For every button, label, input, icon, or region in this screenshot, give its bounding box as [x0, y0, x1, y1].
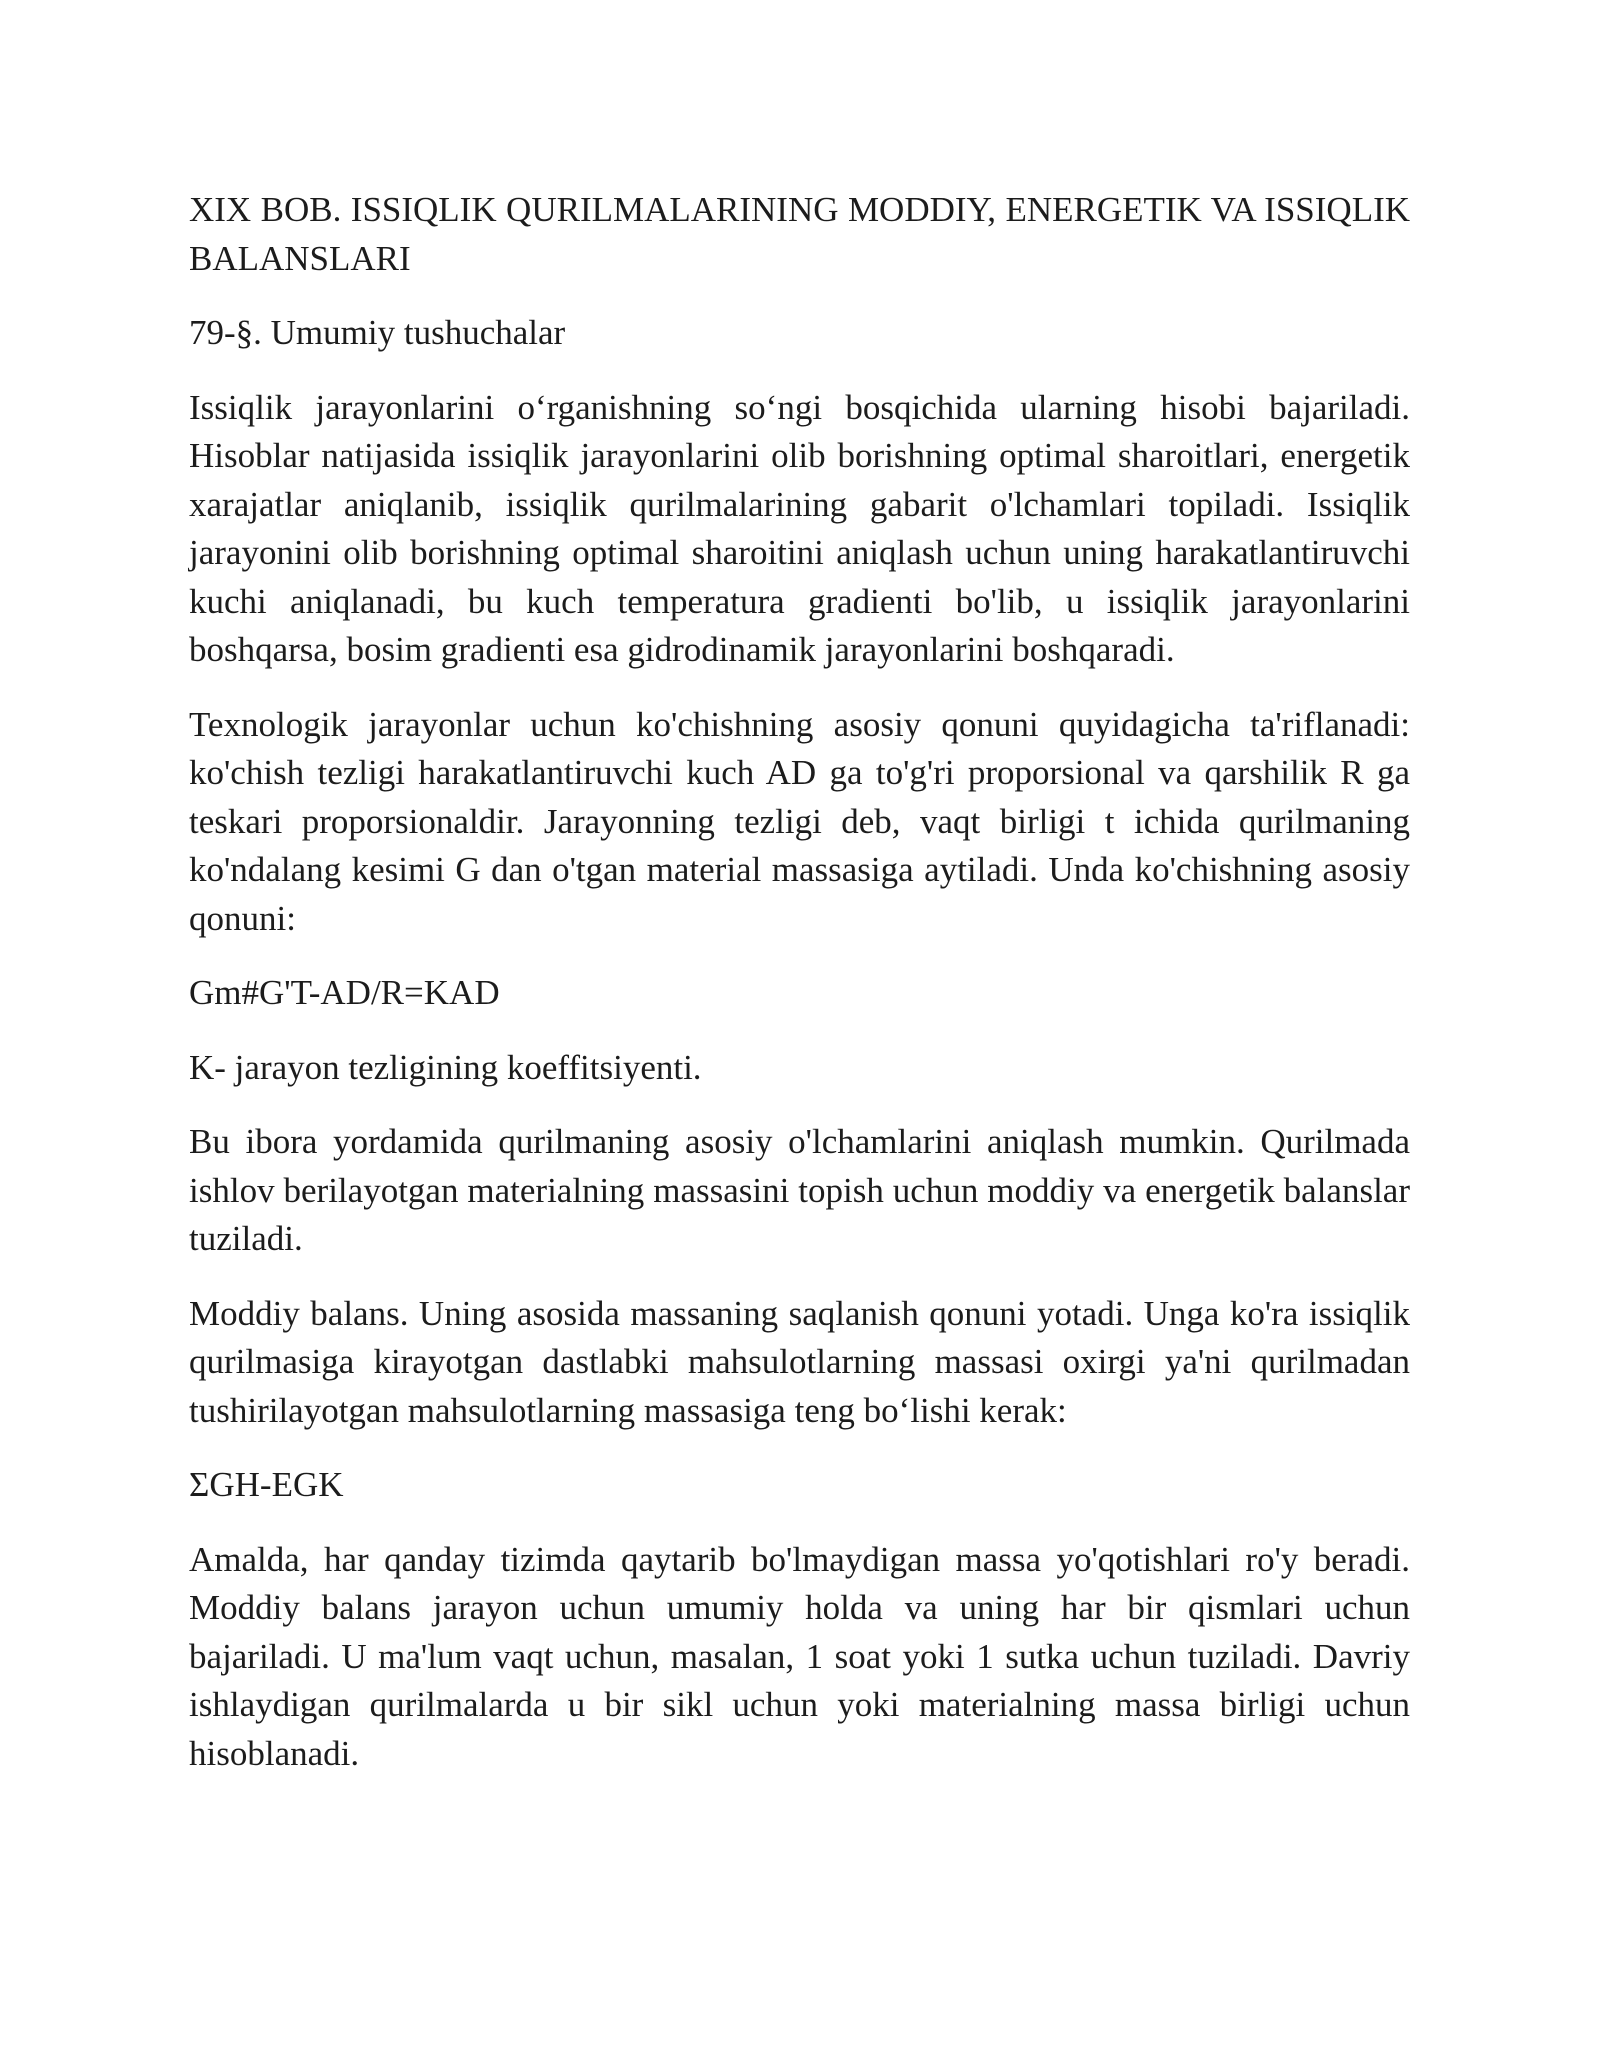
- section-title: 79-§. Umumiy tushuchalar: [189, 313, 566, 352]
- paragraph: Texnologik jarayonlar uchun ko'chishning asosiy qonuni quyidagicha ta'riflanadi: ko'chish tezligi harakatlantiruvchi kuch AD ga to'g'ri proporsional va qarshilik R ga teskari proporsionaldir. Jarayonning tezligi deb, vaqt birligi t ichida qurilmaning ko'ndalang kesimi G dan o'tgan material massasiga aytiladi. Unda ko'chishning asosiy qonuni:: [189, 704, 1410, 938]
- formula: ΣGH-EGK: [189, 1465, 344, 1504]
- formula: Gm#G'T-AD/R=KAD: [189, 973, 500, 1012]
- chapter-title: XIX BOB. ISSIQLIK QURILMALARINING MODDIY, ENERGETIK VA ISSIQLIK BALANSLARI: [189, 190, 1410, 278]
- paragraph: Issiqlik jarayonlarini o‘rganishning so‘ngi bosqichida ularning hisobi bajariladi. Hisoblar natijasida issiqlik jarayonlarini olib borishning optimal sharoitlari, energetik xarajatlar aniqlanib, issiqlik qurilmalarining gabarit o'lchamlari topiladi. Issiqlik jarayonini olib borishning optimal sharoitini aniqlash uchun uning harakatlantiruvchi kuchi aniqlanadi, bu kuch temperatura gradienti bo'lib, u issiqlik jarayonlarini boshqarsa, bosim gradienti esa gidrodinamik jarayonlarini boshqaradi.: [189, 387, 1410, 669]
- paragraph: Bu ibora yordamida qurilmaning asosiy o'lchamlarini aniqlash mumkin. Qurilmada ishlov berilayotgan materialning massasini topish uchun moddiy va energetik balanslar tuziladi.: [189, 1122, 1410, 1258]
- paragraph: Moddiy balans. Uning asosida massaning saqlanish qonuni yotadi. Unga ko'ra issiqlik qurilmasiga kirayotgan dastlabki mahsulotlarning massasi oxirgi ya'ni qurilmadan tushirilayotgan mahsulotlarning massasiga teng bo‘lishi kerak:: [189, 1293, 1410, 1430]
- paragraph: Amalda, har qanday tizimda qaytarib bo'lmaydigan massa yo'qotishlari ro'y beradi. Moddiy balans jarayon uchun umumiy holda va uning har bir qismlari uchun bajariladi. U ma'lum vaqt uchun, masalan, 1 soat yoki 1 sutka uchun tuziladi. Davriy ishlaydigan qurilmalarda u bir sikl uchun yoki materialning massa birligi uchun hisoblanadi.: [189, 1539, 1410, 1773]
- paragraph: K- jarayon tezligining koeffitsiyenti.: [189, 1047, 702, 1087]
- document-body: [189, 186, 1410, 1804]
